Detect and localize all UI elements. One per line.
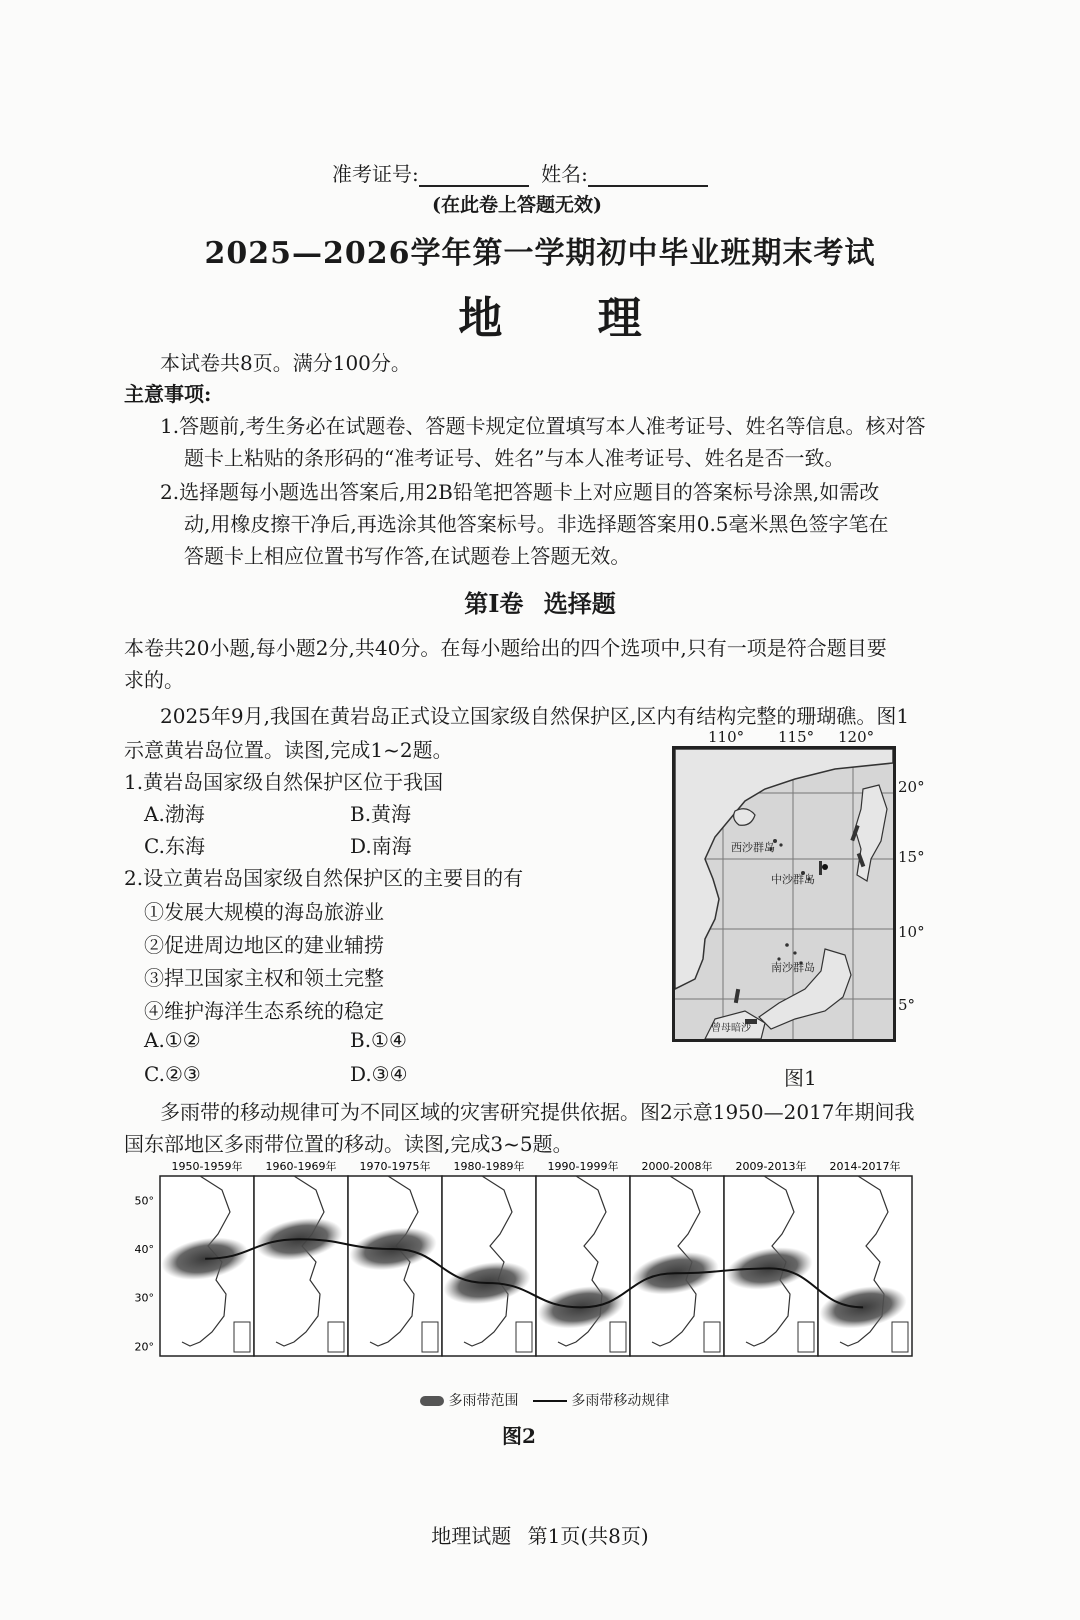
q2-option-a: A.①② xyxy=(144,1028,201,1052)
rain-belt-panel xyxy=(816,1176,912,1356)
section1-desc-line1: 本卷共20小题,每小题2分,共40分。在每小题给出的四个选项中,只有一项是符合题目要 xyxy=(124,636,887,660)
candidate-id-field xyxy=(332,158,708,187)
rain-belt-panel xyxy=(158,1176,254,1356)
q1-option-c: C.东海 xyxy=(144,834,205,858)
lon-label-110: 110° xyxy=(708,728,745,746)
pages-score: 本试卷共8页。满分100分。 xyxy=(160,351,411,375)
period-label: 1950-1959年 xyxy=(171,1160,243,1173)
figure2-legend xyxy=(420,1390,669,1410)
lon-label-120: 120° xyxy=(838,728,875,746)
section1-title: 第Ⅰ卷 选择题 xyxy=(464,589,616,618)
rain-belt-panels xyxy=(130,1156,920,1386)
figure1-map xyxy=(668,728,948,1058)
period-label: 1970-1975年 xyxy=(359,1160,431,1173)
legend-area-swatch xyxy=(420,1396,444,1406)
q2-statement-3: ③捍卫国家主权和领土完整 xyxy=(144,966,384,990)
period-label: 2014-2017年 xyxy=(829,1160,901,1173)
place-label-nansha: 南沙群岛 xyxy=(771,961,815,974)
exam-title: 2025—2026学年第一学期初中毕业班期末考试 xyxy=(204,236,876,271)
q2-statement-1: ①发展大规模的海岛旅游业 xyxy=(144,900,384,924)
figure1-caption: 图1 xyxy=(784,1066,817,1090)
rain-belt-panel xyxy=(346,1176,442,1356)
place-label-zhongsha: 中沙群岛 xyxy=(771,873,815,886)
period-label: 1980-1989年 xyxy=(453,1160,525,1173)
period-label: 2000-2008年 xyxy=(641,1160,713,1173)
latitude-label: 20° xyxy=(134,1340,154,1354)
candidate-id-blank xyxy=(419,163,529,187)
note2-line2: 动,用橡皮擦干净后,再选涂其他答案标号。非选择题答案用0.5毫米黑色签字笔在 xyxy=(184,512,889,536)
name-blank xyxy=(588,163,708,187)
note2-line1: 2.选择题每小题选出答案后,用2B铅笔把答题卡上对应题目的答案标号涂黑,如需改 xyxy=(160,480,880,504)
rain-belt-panel xyxy=(722,1176,818,1356)
huangyan-island-marker xyxy=(822,864,828,870)
period-label: 1990-1999年 xyxy=(547,1160,619,1173)
subject-title: 地 理 xyxy=(458,293,682,344)
invalid-note: (在此卷上答题无效) xyxy=(432,194,602,216)
name-label: 姓名: xyxy=(541,162,588,186)
lat-label-15: 15° xyxy=(898,848,925,866)
page-footer: 地理试题 第1页(共8页) xyxy=(431,1524,649,1548)
q2-option-d: D.③④ xyxy=(350,1062,408,1086)
q1-option-a: A.渤海 xyxy=(144,802,205,826)
q1-stem: 1.黄岩岛国家级自然保护区位于我国 xyxy=(124,770,444,794)
passage1-line1: 2025年9月,我国在黄岩岛正式设立国家级自然保护区,区内有结构完整的珊瑚礁。图1 xyxy=(160,704,910,728)
section1-desc-line2: 求的。 xyxy=(124,668,184,692)
rain-belt-panel xyxy=(440,1176,536,1356)
q1-option-b: B.黄海 xyxy=(350,802,412,826)
note2-line3: 答题卡上相应位置书写作答,在试题卷上答题无效。 xyxy=(184,544,631,568)
rain-belt-panel xyxy=(628,1176,724,1356)
latitude-label: 50° xyxy=(134,1194,154,1208)
rain-belt-panel xyxy=(534,1176,630,1356)
candidate-id-label: 准考证号: xyxy=(332,162,419,186)
rain-belt-panel xyxy=(252,1176,348,1356)
legend-path-label: 多雨带移动规律 xyxy=(571,1393,670,1409)
latitude-label: 40° xyxy=(134,1242,154,1256)
place-label-xisha: 西沙群岛 xyxy=(731,841,775,854)
lat-label-10: 10° xyxy=(898,923,925,941)
lat-label-5: 5° xyxy=(898,996,916,1014)
figure2-caption: 图2 xyxy=(502,1424,536,1448)
q2-option-c: C.②③ xyxy=(144,1062,201,1086)
south-china-sea-map xyxy=(675,749,893,1039)
passage2-line1: 多雨带的移动规律可为不同区域的灾害研究提供依据。图2示意1950—2017年期间我 xyxy=(160,1100,915,1124)
legend-path-swatch xyxy=(533,1400,567,1402)
q1-option-d: D.南海 xyxy=(350,834,412,858)
figure2-chart xyxy=(130,1156,920,1386)
q2-option-b: B.①④ xyxy=(350,1028,407,1052)
period-label: 2009-2013年 xyxy=(735,1160,807,1173)
q2-statement-2: ②促进周边地区的建业辅捞 xyxy=(144,933,384,957)
legend-area-label: 多雨带范围 xyxy=(448,1393,519,1409)
note1-line2: 题卡上粘贴的条形码的“准考证号、姓名”与本人准考证号、姓名是否一致。 xyxy=(184,446,845,470)
q2-stem: 2.设立黄岩岛国家级自然保护区的主要目的有 xyxy=(124,866,524,890)
lat-label-20: 20° xyxy=(898,778,925,796)
note1-line1: 1.答题前,考生务必在试题卷、答题卡规定位置填写本人准考证号、姓名等信息。核对答 xyxy=(160,414,926,438)
passage1-line2: 示意黄岩岛位置。读图,完成1~2题。 xyxy=(124,738,453,762)
place-label-zengmu: 曾母暗沙 xyxy=(711,1023,751,1034)
figure1-frame xyxy=(672,746,896,1042)
q2-statement-4: ④维护海洋生态系统的稳定 xyxy=(144,999,384,1023)
period-label: 1960-1969年 xyxy=(265,1160,337,1173)
notice-title: 主意事项: xyxy=(124,382,212,406)
latitude-label: 30° xyxy=(134,1291,154,1305)
lon-label-115: 115° xyxy=(778,728,815,746)
passage2-line2: 国东部地区多雨带位置的移动。读图,完成3~5题。 xyxy=(124,1132,573,1156)
